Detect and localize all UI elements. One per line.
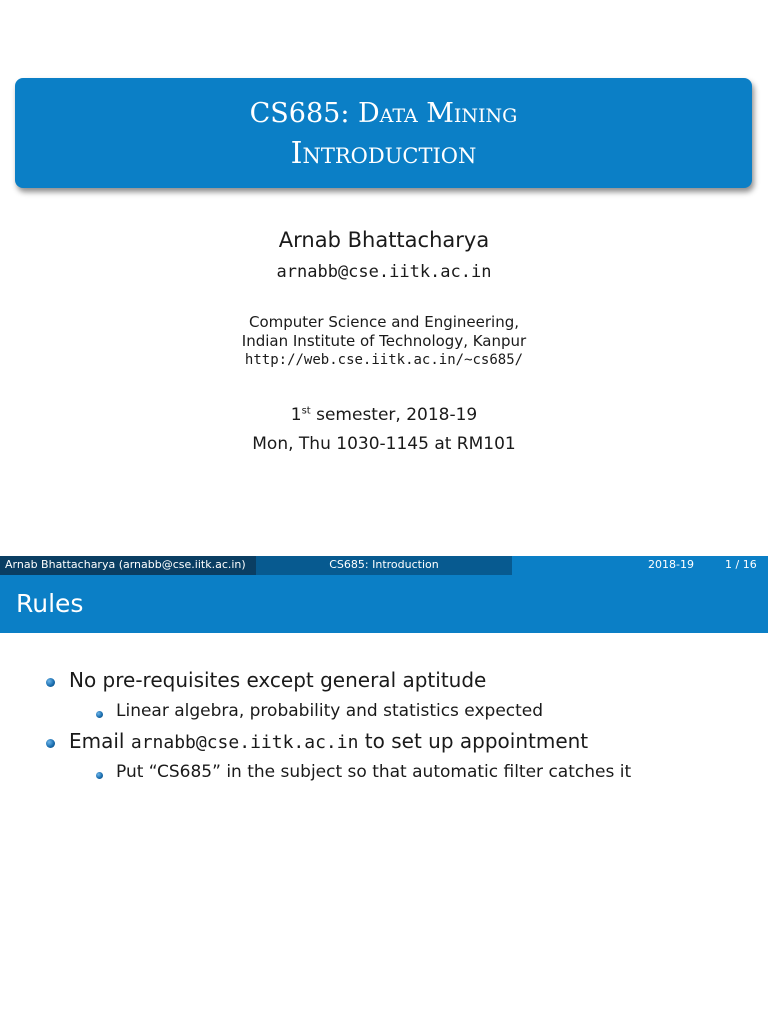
frame-title: Rules [16,589,84,618]
bullet-item: No pre-requisites except general aptitude [69,668,487,692]
footer-page-number: 1 / 16 [725,558,757,571]
footer-author-section [0,556,256,575]
class-schedule: Mon, Thu 1030-1145 at RM101 [252,434,516,454]
footer-info-section [512,556,768,575]
presentation-title: CS685: Data Mining [249,98,518,129]
sub-bullet-item: Put “CS685” in the subject so that automatic filter catches it [116,762,632,782]
author-email: arnabb@cse.iitk.ac.in [276,262,492,282]
semester-text: semester, 2018-19 [310,405,478,425]
footer-short-title: CS685: Introduction [329,558,439,571]
course-url[interactable]: http://web.cse.iitk.ac.in/~cs685/ [244,352,524,368]
institute: Indian Institute of Technology, Kanpur [241,332,527,350]
bullet-email: arnabb@cse.iitk.ac.in [130,732,359,753]
footer-title-section [256,556,512,575]
department: Computer Science and Engineering, [248,313,519,331]
sub-bullet-icon [96,711,103,718]
frame-header [0,575,768,633]
slide-footer [0,556,768,575]
semester-suffix: st [301,405,311,417]
bullet-text-after: to set up appointment [358,729,589,753]
presentation-subtitle: Introduction [290,136,477,171]
title-box [15,78,752,188]
semester [0,405,768,425]
semester-number: 1 [290,405,302,425]
bullet-text-before: Email [69,729,131,753]
bullet-icon [46,678,55,687]
author-name: Arnab Bhattacharya [278,228,490,252]
sub-bullet-icon [96,772,103,779]
bullet-item [69,729,588,753]
footer-date: 2018-19 [648,558,694,571]
bullet-icon [46,739,55,748]
sub-bullet-item: Linear algebra, probability and statistics expected [116,701,544,721]
footer-author: Arnab Bhattacharya (arnabb@cse.iitk.ac.in) [5,558,246,571]
